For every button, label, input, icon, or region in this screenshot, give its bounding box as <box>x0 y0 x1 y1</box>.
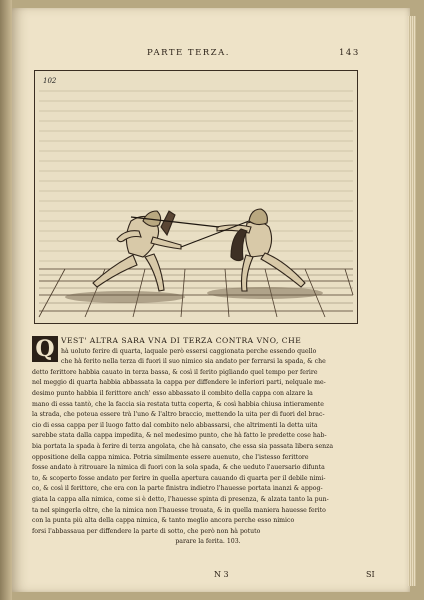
text-line: to, & scoperto fosse andato per ferire in quella apertura cauando di quarta per il debile nimi- <box>32 474 326 482</box>
first-line: VEST' ALTRA SARA VNA DI TERZA CONTRA VNO, CHE <box>61 336 302 345</box>
text-line: cio di essa cappa per il luogo fatto dal combito nelo abbassarsi, che altrimenti la detta uita <box>32 421 318 429</box>
body-text <box>32 336 384 548</box>
signature-mark: N 3 <box>214 570 229 579</box>
text-line: hà uoluto ferire di quarta, laquale però essersi caggionata perche essendo quello <box>61 347 317 355</box>
drop-cap: Q <box>32 336 58 362</box>
text-line: desimo punto habbia il ferittore anch' esso abbassato il combito della cappa con alzare la <box>32 389 313 397</box>
page-edges <box>408 16 416 586</box>
fencing-engraving <box>35 71 357 323</box>
catchword: SI <box>366 570 375 579</box>
text-line: forsi l'abbassaua per diffendere la parte di sotto, che però non hà potuto <box>32 527 261 535</box>
text-line: ta nel spingerla oltre, che la nimica non l'hauesse trouata, & in quella maniera hauesse ferito <box>32 506 326 514</box>
header-title: PARTE TERZA. <box>147 48 230 58</box>
text-line: fosse andato à ritrouare la nimica di fuori con la sola spada, & che ueduto l'auersario difunta <box>32 464 325 472</box>
book-page <box>12 8 410 592</box>
text-line: nel meggio di quarta habbia abbassata la cappa per diffendere le inferiori parti, nelquale me- <box>32 379 326 387</box>
text-line: co, & così il ferittore, che era con la parte finistra indietro l'hauesse portata inanzi & appog- <box>32 485 323 493</box>
plate-number: 102 <box>43 77 57 85</box>
text-line: sarebbe stata dalla cappa impedita, & nel medesimo punto, che hà fatto le predette cose hab- <box>32 432 327 440</box>
text-line: la strada, che poteua essere trà l'uno & l'altro braccio, mettendo la uita per di fuori del brac- <box>32 411 325 419</box>
text-line: bia portata la spada à ferire di terza angolata, che hà cansato, che essa sia passata libera senza <box>32 442 334 450</box>
engraving-plate <box>34 70 358 324</box>
book-binding <box>0 0 12 600</box>
page-number: 143 <box>339 48 360 58</box>
text-line: giata la cappa alla nimica, come si è detto, l'hauesse spinta di presenza, & alzata tanto la pun- <box>32 495 329 503</box>
text-line: oppositione della cappa nimica. Potria similmente essere auenuto, che l'istesso ferittore <box>32 453 309 461</box>
text-line: detto ferittore habbia cauato in terza bassa, & così il ferito pigliando quel tempo per ferire <box>32 368 318 376</box>
text-line: mano di essa tantò, che la faccia sia restata tutta coperta, & così habbia chiusa intieramente <box>32 400 324 408</box>
text-line: con la punta più alta della cappa nimica, & tanto meglio ancora perche esso nimico <box>32 517 295 525</box>
closing-caption: parare la ferita. 103. <box>175 538 241 546</box>
text-line: che hà ferito nella terza di fuori il suo nimico sia andato per ferrarsi la spada, & che <box>61 358 326 366</box>
